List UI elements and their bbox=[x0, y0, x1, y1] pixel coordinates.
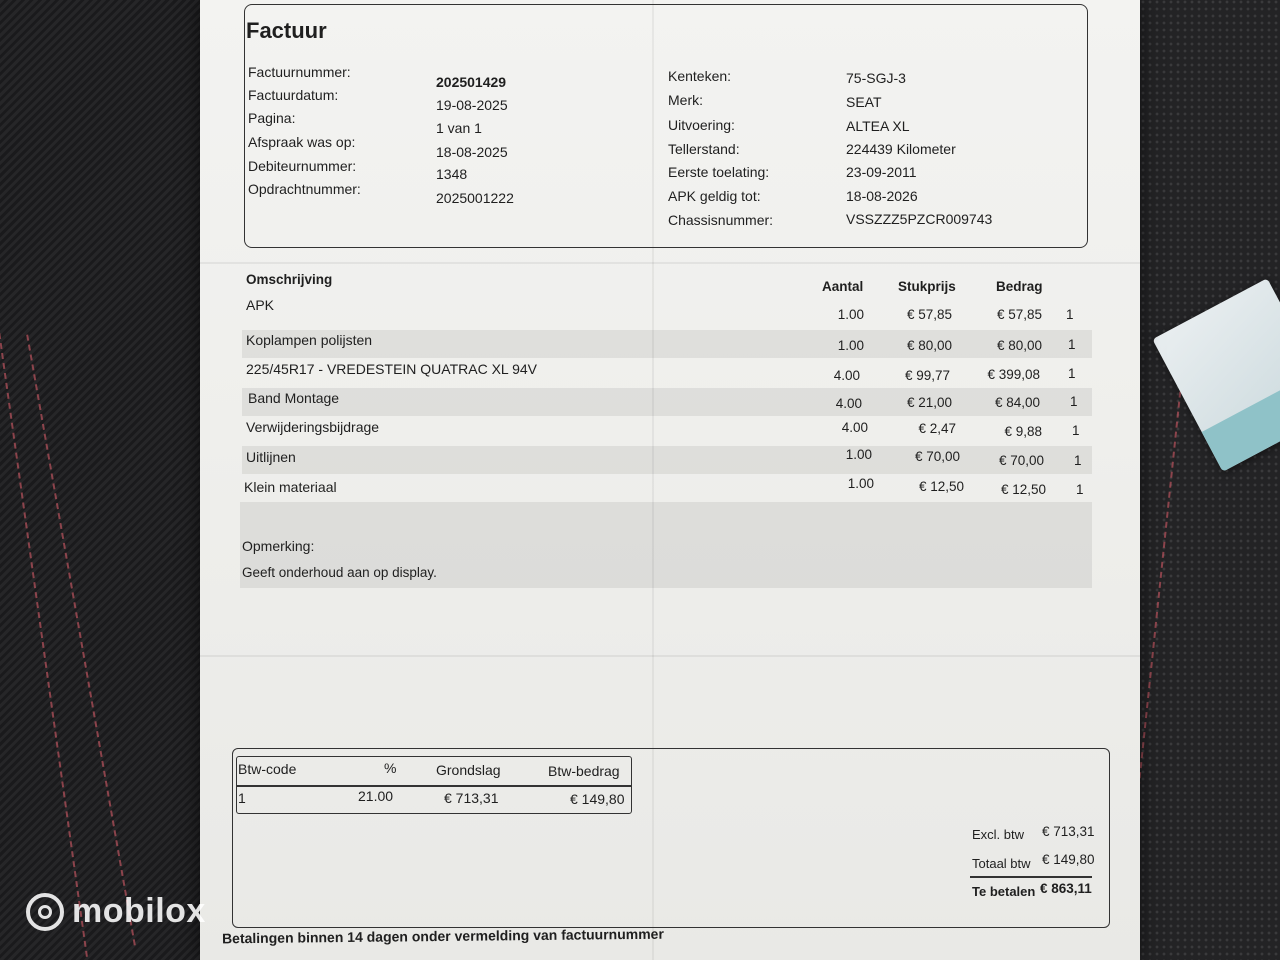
field-label: Afspraak was op: bbox=[248, 134, 356, 150]
item-unit-price: € 70,00 bbox=[914, 449, 960, 464]
item-amount: € 80,00 bbox=[996, 338, 1042, 353]
item-vat-code: 1 bbox=[1072, 423, 1080, 438]
total-vat-value: € 149,80 bbox=[1042, 852, 1095, 867]
item-qty: 4.00 bbox=[833, 368, 860, 383]
chassis-number: VSSZZZ5PZCR009743 bbox=[846, 211, 993, 227]
apk-valid-until: 18-08-2026 bbox=[846, 188, 918, 204]
field-label: Tellerstand: bbox=[668, 141, 740, 157]
item-qty: 1.00 bbox=[845, 447, 872, 462]
invoice-date: 19-08-2025 bbox=[436, 97, 508, 113]
item-qty: 1.00 bbox=[837, 307, 864, 322]
item-amount: € 70,00 bbox=[998, 453, 1044, 468]
field-label: APK geldig tot: bbox=[668, 188, 761, 204]
payment-terms: Betalingen binnen 14 dagen onder vermelding van factuurnummer bbox=[221, 925, 664, 947]
license-plate: 75-SGJ-3 bbox=[846, 70, 906, 86]
watermark-text: mobilox bbox=[72, 892, 206, 930]
vat-pct: 21.00 bbox=[358, 788, 394, 804]
excl-vat-value: € 713,31 bbox=[1042, 824, 1095, 839]
item-vat-code: 1 bbox=[1074, 453, 1082, 468]
item-qty: 4.00 bbox=[841, 420, 868, 435]
vat-amount: € 149,80 bbox=[570, 791, 625, 807]
invoice-title: Factuur bbox=[246, 18, 327, 43]
field-label: Uitvoering: bbox=[668, 117, 735, 133]
total-vat-label: Totaal btw bbox=[972, 856, 1031, 871]
seat-background-left bbox=[0, 0, 230, 960]
item-unit-price: € 21,00 bbox=[906, 395, 952, 410]
field-label: Chassisnummer: bbox=[668, 212, 774, 228]
vat-header-code: Btw-code bbox=[238, 761, 297, 777]
col-header-unit-price: Stukprijs bbox=[898, 279, 956, 294]
col-header-amount: Bedrag bbox=[996, 279, 1043, 294]
item-unit-price: € 99,77 bbox=[904, 368, 950, 383]
item-amount: € 84,00 bbox=[994, 395, 1040, 410]
item-description: Uitlijnen bbox=[246, 449, 296, 465]
appointment-date: 18-08-2025 bbox=[436, 144, 508, 160]
page-number: 1 van 1 bbox=[436, 120, 482, 136]
car-brand: SEAT bbox=[846, 94, 882, 110]
vat-base: € 713,31 bbox=[444, 790, 499, 806]
vat-header-base: Grondslag bbox=[436, 762, 501, 778]
col-header-description: Omschrijving bbox=[246, 272, 333, 287]
vat-header-amount: Btw-bedrag bbox=[548, 763, 620, 779]
mobilox-logo-icon bbox=[26, 893, 64, 931]
invoice-number: 202501429 bbox=[436, 74, 507, 90]
item-amount: € 12,50 bbox=[1000, 482, 1046, 497]
item-amount: € 9,88 bbox=[1004, 424, 1042, 439]
item-unit-price: € 12,50 bbox=[918, 479, 964, 494]
item-qty: 1.00 bbox=[847, 476, 874, 491]
invoice-paper bbox=[200, 0, 1140, 960]
seat-background-right bbox=[1120, 0, 1280, 960]
item-description: Klein materiaal bbox=[244, 479, 337, 495]
item-unit-price: € 57,85 bbox=[906, 307, 952, 322]
debtor-number: 1348 bbox=[436, 166, 468, 182]
remarks-text: Geeft onderhoud aan op display. bbox=[242, 565, 437, 580]
remarks-label: Opmerking: bbox=[242, 538, 315, 554]
field-label: Eerste toelating: bbox=[668, 164, 770, 180]
item-vat-code: 1 bbox=[1076, 482, 1084, 497]
field-label: Debiteurnummer: bbox=[248, 158, 357, 174]
excl-vat-label: Excl. btw bbox=[972, 827, 1025, 842]
field-label: Factuurnummer: bbox=[248, 64, 351, 80]
item-description: 225/45R17 - VREDESTEIN QUATRAC XL 94V bbox=[246, 361, 537, 377]
field-label: Kenteken: bbox=[668, 68, 732, 84]
item-vat-code: 1 bbox=[1068, 366, 1076, 381]
item-vat-code: 1 bbox=[1070, 394, 1078, 409]
vat-code: 1 bbox=[238, 790, 246, 806]
order-number: 2025001222 bbox=[436, 190, 514, 206]
first-registration: 23-09-2011 bbox=[846, 164, 917, 180]
car-model: ALTEA XL bbox=[846, 118, 910, 134]
amount-due-value: € 863,11 bbox=[1040, 881, 1092, 896]
item-qty: 1.00 bbox=[837, 338, 864, 353]
vat-header-pct: % bbox=[384, 760, 397, 776]
field-label: Merk: bbox=[668, 92, 703, 108]
item-description: Band Montage bbox=[248, 390, 340, 406]
field-label: Opdrachtnummer: bbox=[248, 181, 361, 197]
item-description: Koplampen polijsten bbox=[246, 332, 373, 348]
item-description: APK bbox=[246, 297, 275, 313]
item-amount: € 57,85 bbox=[996, 307, 1042, 322]
item-vat-code: 1 bbox=[1066, 307, 1074, 322]
item-unit-price: € 80,00 bbox=[906, 338, 952, 353]
item-vat-code: 1 bbox=[1068, 337, 1076, 352]
field-label: Factuurdatum: bbox=[248, 87, 339, 103]
item-description: Verwijderingsbijdrage bbox=[246, 419, 380, 435]
amount-due-label: Te betalen bbox=[972, 884, 1036, 899]
item-qty: 4.00 bbox=[835, 396, 862, 411]
item-amount: € 399,08 bbox=[987, 367, 1040, 382]
watermark bbox=[26, 892, 206, 931]
odometer: 224439 Kilometer bbox=[846, 141, 956, 157]
item-unit-price: € 2,47 bbox=[918, 421, 956, 436]
col-header-qty: Aantal bbox=[822, 279, 864, 294]
field-label: Pagina: bbox=[248, 110, 296, 126]
